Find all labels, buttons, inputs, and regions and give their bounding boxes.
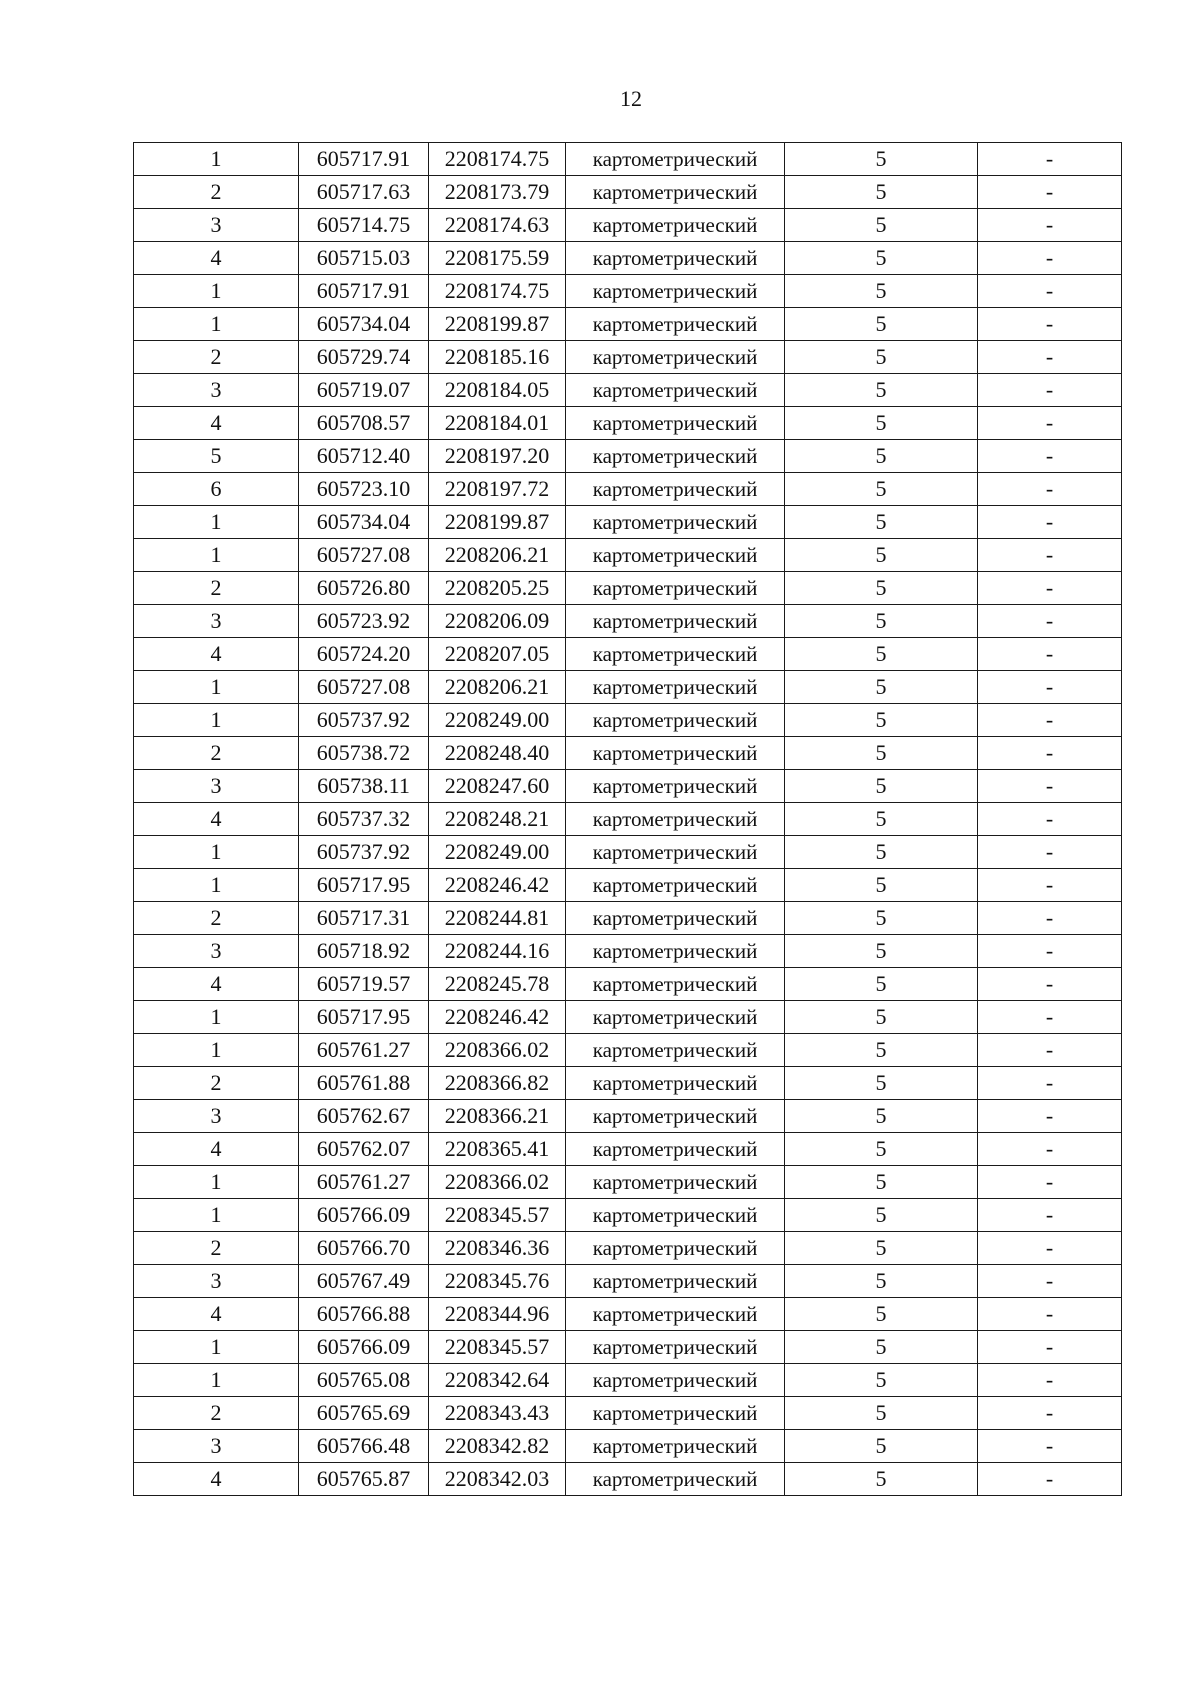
accuracy-cell: 5 [785, 1100, 978, 1133]
note-cell: - [978, 1067, 1122, 1100]
point-number-cell: 2 [134, 902, 299, 935]
point-number-cell: 3 [134, 770, 299, 803]
y-coordinate-cell: 2208199.87 [429, 308, 566, 341]
point-number-cell: 3 [134, 605, 299, 638]
x-coordinate-cell: 605766.48 [299, 1430, 429, 1463]
method-cell: картометрический [566, 506, 785, 539]
point-number-cell: 2 [134, 1067, 299, 1100]
x-coordinate-cell: 605738.11 [299, 770, 429, 803]
point-number-cell: 1 [134, 308, 299, 341]
method-cell: картометрический [566, 638, 785, 671]
y-coordinate-cell: 2208247.60 [429, 770, 566, 803]
x-coordinate-cell: 605718.92 [299, 935, 429, 968]
x-coordinate-cell: 605717.91 [299, 275, 429, 308]
method-cell: картометрический [566, 671, 785, 704]
y-coordinate-cell: 2208366.02 [429, 1034, 566, 1067]
point-number-cell: 2 [134, 572, 299, 605]
note-cell: - [978, 638, 1122, 671]
x-coordinate-cell: 605719.07 [299, 374, 429, 407]
accuracy-cell: 5 [785, 836, 978, 869]
method-cell: картометрический [566, 935, 785, 968]
method-cell: картометрический [566, 1364, 785, 1397]
accuracy-cell: 5 [785, 803, 978, 836]
point-number-cell: 3 [134, 935, 299, 968]
y-coordinate-cell: 2208345.57 [429, 1331, 566, 1364]
y-coordinate-cell: 2208184.01 [429, 407, 566, 440]
table-row [134, 770, 1122, 803]
x-coordinate-cell: 605761.27 [299, 1166, 429, 1199]
point-number-cell: 1 [134, 704, 299, 737]
point-number-cell: 2 [134, 176, 299, 209]
method-cell: картометрический [566, 1067, 785, 1100]
accuracy-cell: 5 [785, 1331, 978, 1364]
accuracy-cell: 5 [785, 1133, 978, 1166]
accuracy-cell: 5 [785, 308, 978, 341]
point-number-cell: 2 [134, 737, 299, 770]
point-number-cell: 3 [134, 1430, 299, 1463]
point-number-cell: 1 [134, 1364, 299, 1397]
method-cell: картометрический [566, 209, 785, 242]
method-cell: картометрический [566, 1199, 785, 1232]
method-cell: картометрический [566, 1100, 785, 1133]
y-coordinate-cell: 2208366.21 [429, 1100, 566, 1133]
note-cell: - [978, 935, 1122, 968]
table-row [134, 143, 1122, 176]
method-cell: картометрический [566, 1430, 785, 1463]
table-row [134, 671, 1122, 704]
table-row [134, 242, 1122, 275]
accuracy-cell: 5 [785, 1034, 978, 1067]
accuracy-cell: 5 [785, 770, 978, 803]
note-cell: - [978, 1298, 1122, 1331]
table-row [134, 506, 1122, 539]
y-coordinate-cell: 2208197.20 [429, 440, 566, 473]
note-cell: - [978, 1397, 1122, 1430]
y-coordinate-cell: 2208342.82 [429, 1430, 566, 1463]
point-number-cell: 1 [134, 506, 299, 539]
x-coordinate-cell: 605724.20 [299, 638, 429, 671]
x-coordinate-cell: 605738.72 [299, 737, 429, 770]
table-row [134, 1298, 1122, 1331]
accuracy-cell: 5 [785, 407, 978, 440]
y-coordinate-cell: 2208342.03 [429, 1463, 566, 1496]
method-cell: картометрический [566, 605, 785, 638]
table-row [134, 638, 1122, 671]
table-row [134, 968, 1122, 1001]
note-cell: - [978, 1199, 1122, 1232]
method-cell: картометрический [566, 803, 785, 836]
table-row [134, 869, 1122, 902]
note-cell: - [978, 209, 1122, 242]
note-cell: - [978, 902, 1122, 935]
accuracy-cell: 5 [785, 605, 978, 638]
coordinates-table-body [134, 143, 1122, 1496]
note-cell: - [978, 605, 1122, 638]
method-cell: картометрический [566, 770, 785, 803]
method-cell: картометрический [566, 869, 785, 902]
accuracy-cell: 5 [785, 1067, 978, 1100]
x-coordinate-cell: 605765.08 [299, 1364, 429, 1397]
table-row [134, 209, 1122, 242]
y-coordinate-cell: 2208342.64 [429, 1364, 566, 1397]
y-coordinate-cell: 2208366.02 [429, 1166, 566, 1199]
point-number-cell: 1 [134, 539, 299, 572]
y-coordinate-cell: 2208173.79 [429, 176, 566, 209]
y-coordinate-cell: 2208246.42 [429, 1001, 566, 1034]
x-coordinate-cell: 605766.09 [299, 1331, 429, 1364]
y-coordinate-cell: 2208197.72 [429, 473, 566, 506]
table-row [134, 1199, 1122, 1232]
note-cell: - [978, 1265, 1122, 1298]
note-cell: - [978, 770, 1122, 803]
accuracy-cell: 5 [785, 1298, 978, 1331]
x-coordinate-cell: 605712.40 [299, 440, 429, 473]
x-coordinate-cell: 605765.87 [299, 1463, 429, 1496]
method-cell: картометрический [566, 1232, 785, 1265]
x-coordinate-cell: 605717.95 [299, 869, 429, 902]
point-number-cell: 4 [134, 1133, 299, 1166]
point-number-cell: 1 [134, 1199, 299, 1232]
point-number-cell: 1 [134, 836, 299, 869]
method-cell: картометрический [566, 176, 785, 209]
accuracy-cell: 5 [785, 737, 978, 770]
note-cell: - [978, 1100, 1122, 1133]
point-number-cell: 4 [134, 242, 299, 275]
y-coordinate-cell: 2208365.41 [429, 1133, 566, 1166]
method-cell: картометрический [566, 1265, 785, 1298]
y-coordinate-cell: 2208175.59 [429, 242, 566, 275]
note-cell: - [978, 803, 1122, 836]
x-coordinate-cell: 605737.92 [299, 704, 429, 737]
point-number-cell: 1 [134, 1001, 299, 1034]
method-cell: картометрический [566, 1463, 785, 1496]
note-cell: - [978, 704, 1122, 737]
point-number-cell: 1 [134, 671, 299, 704]
x-coordinate-cell: 605734.04 [299, 308, 429, 341]
y-coordinate-cell: 2208184.05 [429, 374, 566, 407]
y-coordinate-cell: 2208345.76 [429, 1265, 566, 1298]
accuracy-cell: 5 [785, 473, 978, 506]
x-coordinate-cell: 605766.88 [299, 1298, 429, 1331]
point-number-cell: 1 [134, 1034, 299, 1067]
x-coordinate-cell: 605727.08 [299, 671, 429, 704]
point-number-cell: 1 [134, 1331, 299, 1364]
method-cell: картометрический [566, 1133, 785, 1166]
y-coordinate-cell: 2208245.78 [429, 968, 566, 1001]
y-coordinate-cell: 2208345.57 [429, 1199, 566, 1232]
y-coordinate-cell: 2208199.87 [429, 506, 566, 539]
point-number-cell: 1 [134, 275, 299, 308]
x-coordinate-cell: 605717.91 [299, 143, 429, 176]
y-coordinate-cell: 2208206.09 [429, 605, 566, 638]
x-coordinate-cell: 605708.57 [299, 407, 429, 440]
point-number-cell: 4 [134, 1463, 299, 1496]
table-row [134, 803, 1122, 836]
x-coordinate-cell: 605761.88 [299, 1067, 429, 1100]
table-row [134, 1100, 1122, 1133]
y-coordinate-cell: 2208206.21 [429, 539, 566, 572]
note-cell: - [978, 1133, 1122, 1166]
method-cell: картометрический [566, 902, 785, 935]
accuracy-cell: 5 [785, 275, 978, 308]
y-coordinate-cell: 2208344.96 [429, 1298, 566, 1331]
note-cell: - [978, 1463, 1122, 1496]
point-number-cell: 4 [134, 638, 299, 671]
method-cell: картометрический [566, 242, 785, 275]
note-cell: - [978, 341, 1122, 374]
accuracy-cell: 5 [785, 242, 978, 275]
point-number-cell: 1 [134, 869, 299, 902]
y-coordinate-cell: 2208249.00 [429, 836, 566, 869]
y-coordinate-cell: 2208366.82 [429, 1067, 566, 1100]
x-coordinate-cell: 605717.63 [299, 176, 429, 209]
method-cell: картометрический [566, 473, 785, 506]
table-row [134, 737, 1122, 770]
note-cell: - [978, 407, 1122, 440]
note-cell: - [978, 869, 1122, 902]
y-coordinate-cell: 2208174.75 [429, 275, 566, 308]
method-cell: картометрический [566, 836, 785, 869]
table-row [134, 836, 1122, 869]
table-row [134, 308, 1122, 341]
y-coordinate-cell: 2208244.81 [429, 902, 566, 935]
note-cell: - [978, 176, 1122, 209]
table-row [134, 539, 1122, 572]
y-coordinate-cell: 2208205.25 [429, 572, 566, 605]
note-cell: - [978, 440, 1122, 473]
x-coordinate-cell: 605729.74 [299, 341, 429, 374]
x-coordinate-cell: 605767.49 [299, 1265, 429, 1298]
x-coordinate-cell: 605737.32 [299, 803, 429, 836]
accuracy-cell: 5 [785, 1199, 978, 1232]
note-cell: - [978, 506, 1122, 539]
x-coordinate-cell: 605766.09 [299, 1199, 429, 1232]
table-row [134, 1166, 1122, 1199]
table-row [134, 1364, 1122, 1397]
note-cell: - [978, 968, 1122, 1001]
note-cell: - [978, 1364, 1122, 1397]
table-row [134, 1463, 1122, 1496]
table-row [134, 407, 1122, 440]
table-row [134, 374, 1122, 407]
method-cell: картометрический [566, 374, 785, 407]
method-cell: картометрический [566, 143, 785, 176]
x-coordinate-cell: 605727.08 [299, 539, 429, 572]
y-coordinate-cell: 2208174.63 [429, 209, 566, 242]
method-cell: картометрический [566, 275, 785, 308]
point-number-cell: 3 [134, 374, 299, 407]
table-row [134, 440, 1122, 473]
x-coordinate-cell: 605765.69 [299, 1397, 429, 1430]
accuracy-cell: 5 [785, 869, 978, 902]
table-row [134, 341, 1122, 374]
y-coordinate-cell: 2208207.05 [429, 638, 566, 671]
accuracy-cell: 5 [785, 539, 978, 572]
table-row [134, 704, 1122, 737]
accuracy-cell: 5 [785, 143, 978, 176]
point-number-cell: 5 [134, 440, 299, 473]
x-coordinate-cell: 605734.04 [299, 506, 429, 539]
accuracy-cell: 5 [785, 935, 978, 968]
y-coordinate-cell: 2208346.36 [429, 1232, 566, 1265]
y-coordinate-cell: 2208248.21 [429, 803, 566, 836]
table-row [134, 1232, 1122, 1265]
table-row [134, 1001, 1122, 1034]
note-cell: - [978, 275, 1122, 308]
note-cell: - [978, 572, 1122, 605]
accuracy-cell: 5 [785, 671, 978, 704]
point-number-cell: 1 [134, 1166, 299, 1199]
y-coordinate-cell: 2208248.40 [429, 737, 566, 770]
accuracy-cell: 5 [785, 209, 978, 242]
accuracy-cell: 5 [785, 440, 978, 473]
table-row [134, 935, 1122, 968]
note-cell: - [978, 1034, 1122, 1067]
x-coordinate-cell: 605761.27 [299, 1034, 429, 1067]
accuracy-cell: 5 [785, 1232, 978, 1265]
table-row [134, 176, 1122, 209]
table-row [134, 572, 1122, 605]
y-coordinate-cell: 2208206.21 [429, 671, 566, 704]
y-coordinate-cell: 2208343.43 [429, 1397, 566, 1430]
page-number: 12 [620, 86, 642, 111]
note-cell: - [978, 143, 1122, 176]
method-cell: картометрический [566, 572, 785, 605]
point-number-cell: 4 [134, 968, 299, 1001]
x-coordinate-cell: 605715.03 [299, 242, 429, 275]
accuracy-cell: 5 [785, 572, 978, 605]
x-coordinate-cell: 605714.75 [299, 209, 429, 242]
accuracy-cell: 5 [785, 902, 978, 935]
accuracy-cell: 5 [785, 341, 978, 374]
note-cell: - [978, 1166, 1122, 1199]
note-cell: - [978, 308, 1122, 341]
accuracy-cell: 5 [785, 1397, 978, 1430]
method-cell: картометрический [566, 1034, 785, 1067]
method-cell: картометрический [566, 1298, 785, 1331]
accuracy-cell: 5 [785, 704, 978, 737]
note-cell: - [978, 1430, 1122, 1463]
note-cell: - [978, 1331, 1122, 1364]
point-number-cell: 3 [134, 209, 299, 242]
method-cell: картометрический [566, 1166, 785, 1199]
accuracy-cell: 5 [785, 638, 978, 671]
point-number-cell: 4 [134, 803, 299, 836]
accuracy-cell: 5 [785, 1166, 978, 1199]
x-coordinate-cell: 605717.31 [299, 902, 429, 935]
method-cell: картометрический [566, 1397, 785, 1430]
y-coordinate-cell: 2208246.42 [429, 869, 566, 902]
method-cell: картометрический [566, 440, 785, 473]
table-row [134, 473, 1122, 506]
table-row [134, 1397, 1122, 1430]
table-row [134, 1133, 1122, 1166]
table-row [134, 1430, 1122, 1463]
note-cell: - [978, 671, 1122, 704]
method-cell: картометрический [566, 704, 785, 737]
accuracy-cell: 5 [785, 176, 978, 209]
note-cell: - [978, 737, 1122, 770]
point-number-cell: 6 [134, 473, 299, 506]
method-cell: картометрический [566, 308, 785, 341]
point-number-cell: 3 [134, 1265, 299, 1298]
note-cell: - [978, 1001, 1122, 1034]
x-coordinate-cell: 605737.92 [299, 836, 429, 869]
point-number-cell: 4 [134, 1298, 299, 1331]
table-row [134, 902, 1122, 935]
table-row [134, 1034, 1122, 1067]
x-coordinate-cell: 605762.07 [299, 1133, 429, 1166]
method-cell: картометрический [566, 968, 785, 1001]
method-cell: картометрический [566, 407, 785, 440]
y-coordinate-cell: 2208185.16 [429, 341, 566, 374]
accuracy-cell: 5 [785, 374, 978, 407]
x-coordinate-cell: 605717.95 [299, 1001, 429, 1034]
point-number-cell: 1 [134, 143, 299, 176]
note-cell: - [978, 242, 1122, 275]
accuracy-cell: 5 [785, 1463, 978, 1496]
note-cell: - [978, 374, 1122, 407]
table-row [134, 605, 1122, 638]
accuracy-cell: 5 [785, 1265, 978, 1298]
method-cell: картометрический [566, 539, 785, 572]
y-coordinate-cell: 2208249.00 [429, 704, 566, 737]
point-number-cell: 4 [134, 407, 299, 440]
method-cell: картометрический [566, 1331, 785, 1364]
accuracy-cell: 5 [785, 506, 978, 539]
point-number-cell: 2 [134, 1232, 299, 1265]
method-cell: картометрический [566, 737, 785, 770]
note-cell: - [978, 539, 1122, 572]
table-row [134, 1265, 1122, 1298]
accuracy-cell: 5 [785, 1001, 978, 1034]
method-cell: картометрический [566, 1001, 785, 1034]
x-coordinate-cell: 605766.70 [299, 1232, 429, 1265]
accuracy-cell: 5 [785, 968, 978, 1001]
table-row [134, 275, 1122, 308]
x-coordinate-cell: 605726.80 [299, 572, 429, 605]
accuracy-cell: 5 [785, 1430, 978, 1463]
x-coordinate-cell: 605723.10 [299, 473, 429, 506]
table-row [134, 1331, 1122, 1364]
coordinates-table [133, 142, 1122, 1496]
note-cell: - [978, 473, 1122, 506]
point-number-cell: 2 [134, 341, 299, 374]
point-number-cell: 2 [134, 1397, 299, 1430]
note-cell: - [978, 836, 1122, 869]
accuracy-cell: 5 [785, 1364, 978, 1397]
table-row [134, 1067, 1122, 1100]
x-coordinate-cell: 605719.57 [299, 968, 429, 1001]
x-coordinate-cell: 605762.67 [299, 1100, 429, 1133]
point-number-cell: 3 [134, 1100, 299, 1133]
method-cell: картометрический [566, 341, 785, 374]
x-coordinate-cell: 605723.92 [299, 605, 429, 638]
y-coordinate-cell: 2208174.75 [429, 143, 566, 176]
y-coordinate-cell: 2208244.16 [429, 935, 566, 968]
note-cell: - [978, 1232, 1122, 1265]
